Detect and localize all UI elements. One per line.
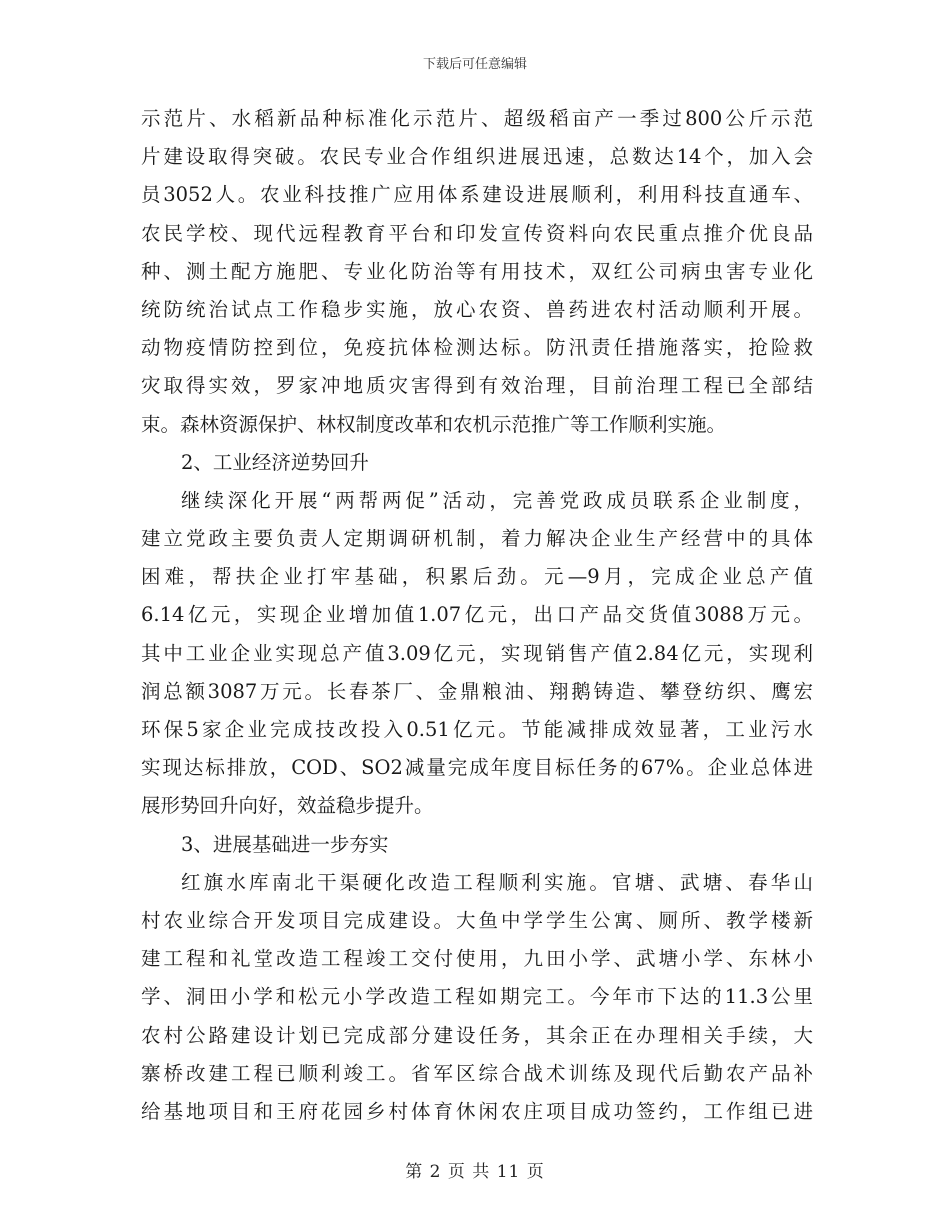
page-footer: 第 2 页 共 11 页 xyxy=(405,1162,545,1182)
text-line: 其中工业企业实现总产值3.09亿元，实现销售产值2.84亿元，实现利 xyxy=(141,641,813,665)
text-line: 红旗水库南北干渠硬化改造工程顺利实施。官塘、武塘、春华山 xyxy=(181,870,813,894)
text-line: 员3052人。农业科技推广应用体系建设进展顺利，利用科技直通车、 xyxy=(141,183,813,207)
section-heading: 2、工业经济逆势回升 xyxy=(181,450,369,474)
text-line: 6.14亿元，实现企业增加值1.07亿元，出口产品交货值3088万元。 xyxy=(141,603,813,627)
text-line: 困难，帮扶企业打牢基础，积累后劲。元—9月，完成企业总产值 xyxy=(141,565,813,589)
text-line: 建工程和礼堂改造工程竣工交付使用，九田小学、武塘小学、东林小 xyxy=(141,947,813,971)
text-line: 展形势回升向好，效益稳步提升。 xyxy=(141,794,434,818)
text-line: 环保5家企业完成技改投入0.51亿元。节能减排成效显著，工业污水 xyxy=(141,718,813,741)
text-line: 寨桥改建工程已顺利竣工。省军区综合战术训练及现代后勤农产品补 xyxy=(141,1061,813,1085)
text-line: 束。森林资源保护、林权制度改革和农机示范推广等工作顺利实施。 xyxy=(141,412,727,436)
text-line: 实现达标排放，COD、SO2减量完成年度目标任务的67%。企业总体进 xyxy=(141,756,813,780)
text-line: 灾取得实效，罗家冲地质灾害得到有效治理，目前治理工程已全部结 xyxy=(141,374,813,398)
page-header: 下载后可任意编辑 xyxy=(422,57,527,72)
text-line: 润总额3087万元。长春茶厂、金鼎粮油、翔鹅铸造、攀登纺织、鹰宏 xyxy=(141,679,813,703)
text-line: 继续深化开展“两帮两促”活动，完善党政成员联系企业制度， xyxy=(181,488,813,512)
text-line: 种、测土配方施肥、专业化防治等有用技术，双红公司病虫害专业化 xyxy=(141,259,813,283)
body-text xyxy=(141,100,813,1131)
section-heading: 3、进展基础进一步夯实 xyxy=(181,832,389,856)
text-line: 片建设取得突破。农民专业合作组织进展迅速，总数达14个，加入会 xyxy=(141,145,813,169)
text-line: 动物疫情防控到位，免疫抗体检测达标。防汛责任措施落实，抢险救 xyxy=(141,336,813,360)
text-line: 学、洞田小学和松元小学改造工程如期完工。今年市下达的11.3公里 xyxy=(141,985,813,1009)
text-line: 建立党政主要负责人定期调研机制，着力解决企业生产经营中的具体 xyxy=(141,527,813,551)
text-line: 村农业综合开发项目完成建设。大鱼中学学生公寓、厕所、教学楼新 xyxy=(141,908,813,932)
text-line: 农民学校、现代远程教育平台和印发宣传资料向农民重点推介优良品 xyxy=(141,221,813,245)
text-line: 统防统治试点工作稳步实施，放心农资、兽药进农村活动顺利开展。 xyxy=(141,297,813,321)
text-line: 农村公路建设计划已完成部分建设任务，其余正在办理相关手续，大 xyxy=(141,1023,813,1047)
text-line: 示范片、水稻新品种标准化示范片、超级稻亩产一季过800公斤示范 xyxy=(141,107,813,130)
text-line: 给基地项目和王府花园乡村体育休闲农庄项目成功签约，工作组已进 xyxy=(141,1099,813,1123)
